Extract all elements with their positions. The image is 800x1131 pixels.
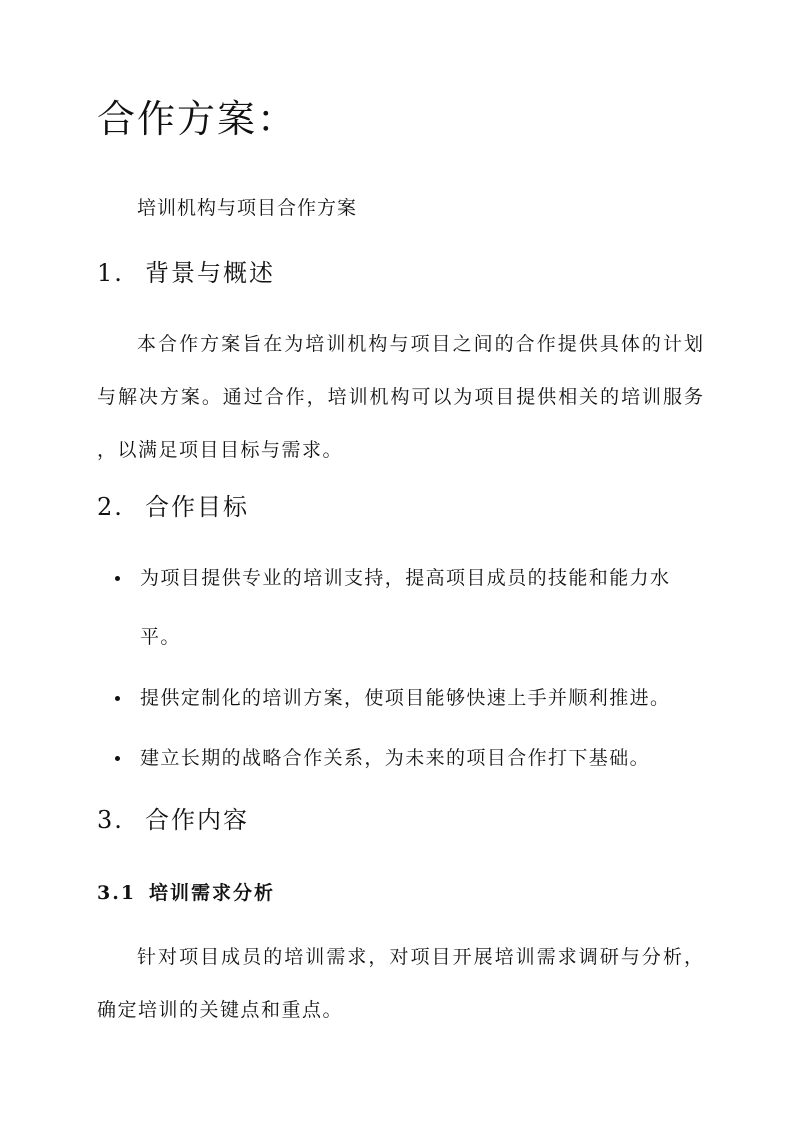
background-paragraph (97, 330, 703, 465)
list-item-text-continued: 平。 (140, 626, 181, 648)
bullet-icon (115, 756, 120, 761)
subsection-heading-needs-analysis (97, 879, 275, 907)
section-title: 合作内容 (145, 806, 249, 834)
list-item (110, 683, 710, 713)
subsection-number: 3.1 (97, 882, 137, 904)
section-title: 合作目标 (145, 493, 249, 521)
paragraph-line: 本合作方案旨在为培训机构与项目之间的合作提供具体的计划 (137, 333, 703, 355)
paragraph-line: 确定培训的关键点和重点。 (97, 999, 344, 1021)
subsection-title: 培训需求分析 (149, 882, 276, 904)
list-item (110, 563, 710, 653)
needs-analysis-paragraph (97, 943, 703, 1025)
document-subtitle: 培训机构与项目合作方案 (137, 197, 358, 219)
paragraph-line: ，以满足项目目标与需求。 (97, 439, 344, 461)
list-item-text: 建立长期的战略合作关系，为未来的项目合作打下基础。 (140, 747, 651, 769)
bullet-icon (115, 576, 120, 581)
list-item (110, 743, 710, 773)
section-heading-content (97, 803, 249, 837)
section-heading-background (97, 256, 275, 290)
paragraph-line: 与解决方案。通过合作，培训机构可以为项目提供相关的培训服务 (97, 386, 703, 408)
list-item-text: 提供定制化的培训方案，使项目能够快速上手并顺利推进。 (140, 687, 671, 709)
goals-list (110, 563, 710, 773)
list-item-text: 为项目提供专业的培训支持，提高项目成员的技能和能力水 (140, 567, 671, 589)
section-number: 2. (97, 493, 124, 521)
document-title: 合作方案： (97, 97, 298, 141)
section-title: 背景与概述 (145, 259, 275, 287)
paragraph-line: 针对项目成员的培训需求，对项目开展培训需求调研与分析， (137, 946, 703, 968)
section-heading-goals (97, 490, 249, 524)
section-number: 1. (97, 259, 124, 287)
section-number: 3. (97, 806, 124, 834)
bullet-icon (115, 696, 120, 701)
